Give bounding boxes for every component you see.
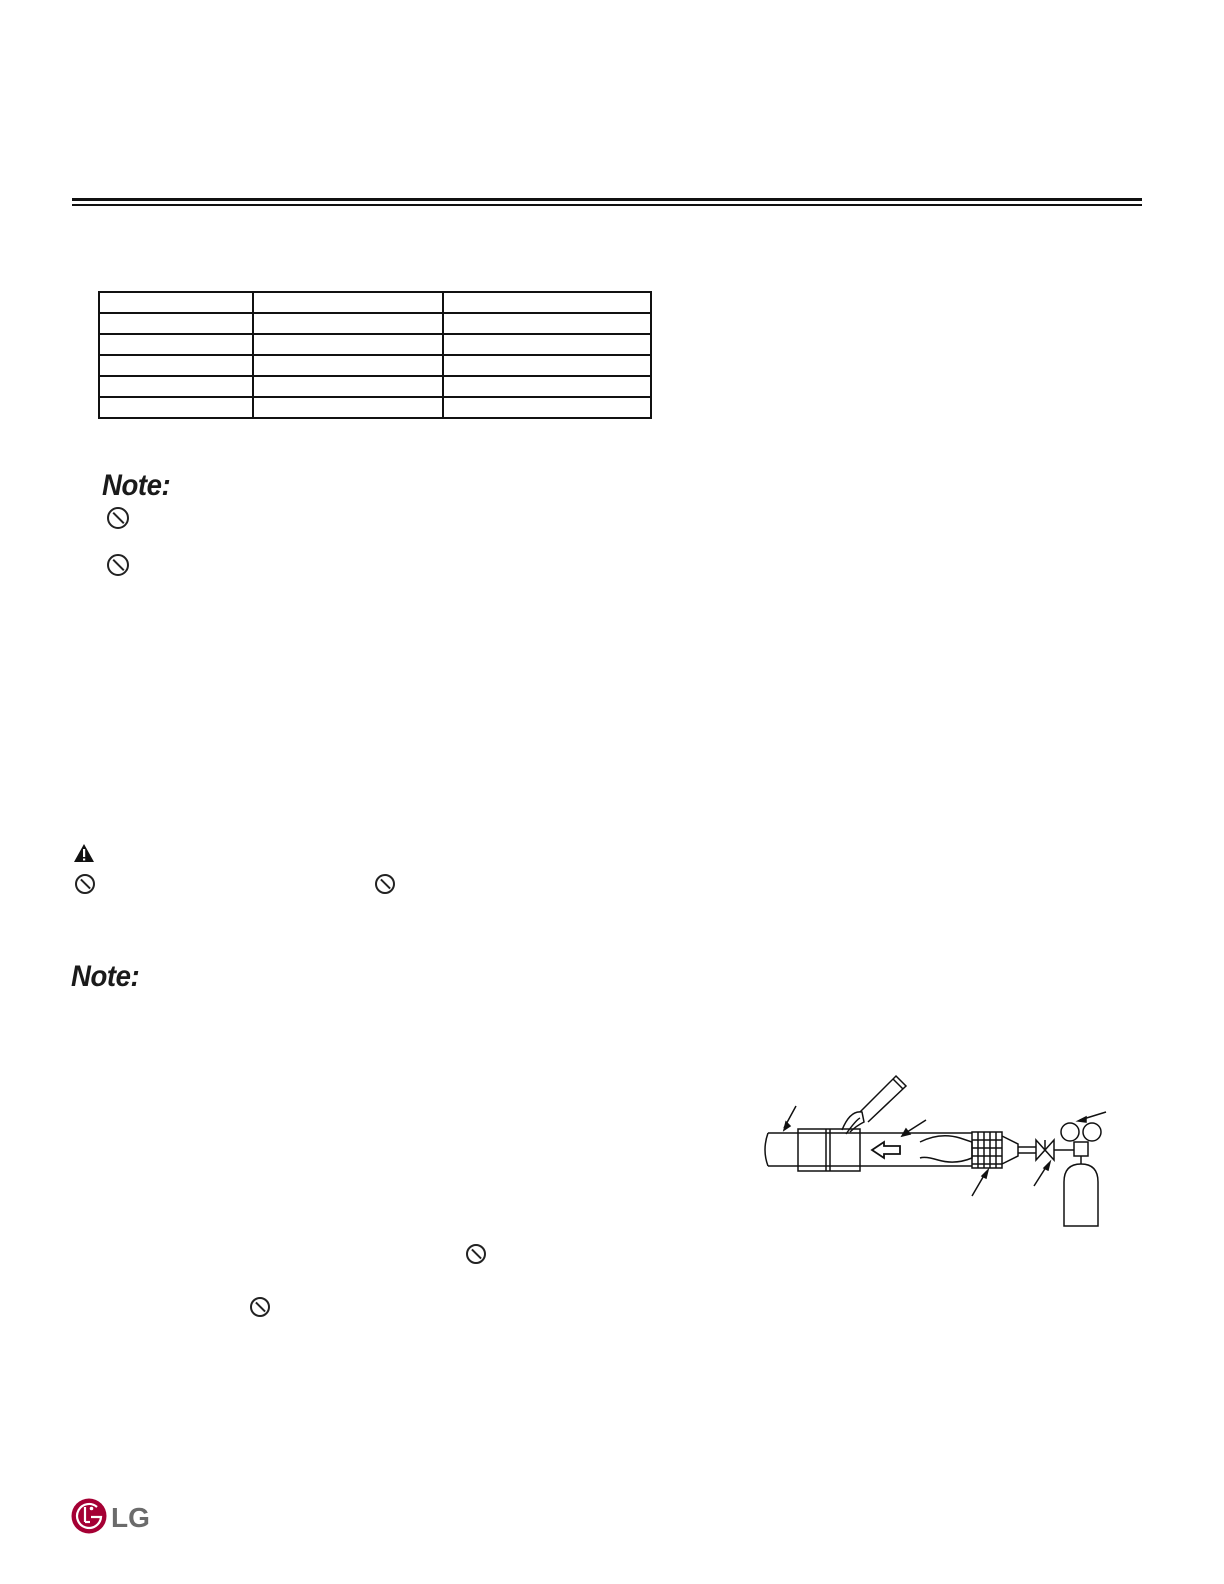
- logo-wordmark: LG: [111, 1502, 150, 1533]
- header-rule-top: [72, 198, 1142, 201]
- table-cell: [99, 355, 253, 376]
- table-cell: [253, 313, 443, 334]
- table-cell: [253, 355, 443, 376]
- note-heading: Note:: [102, 469, 171, 502]
- prohibited-icon: [107, 507, 129, 529]
- table-cell: [443, 292, 651, 313]
- table-cell: [99, 313, 253, 334]
- spec-table: [98, 291, 652, 419]
- table-cell: [99, 292, 253, 313]
- table-row: [99, 292, 651, 313]
- prohibited-icon: [466, 1244, 486, 1264]
- prohibited-icon: [250, 1297, 270, 1317]
- warning-triangle-icon: [73, 843, 95, 863]
- lg-logo: [71, 1497, 155, 1535]
- table-cell: [253, 292, 443, 313]
- note-heading: Note:: [71, 960, 140, 993]
- table-cell: [443, 355, 651, 376]
- table-cell: [253, 397, 443, 418]
- prohibited-icon: [375, 874, 395, 894]
- table-row: [99, 313, 651, 334]
- prohibited-icon: [75, 874, 95, 894]
- prohibited-icon: [107, 554, 129, 576]
- table-row: [99, 355, 651, 376]
- table-cell: [99, 334, 253, 355]
- table-cell: [443, 397, 651, 418]
- header-rule-bottom: [72, 204, 1142, 206]
- table-cell: [99, 397, 253, 418]
- brazing-diagram: [760, 1070, 1140, 1235]
- table-row: [99, 397, 651, 418]
- table-row: [99, 334, 651, 355]
- table-cell: [253, 334, 443, 355]
- table-cell: [443, 313, 651, 334]
- table-cell: [443, 334, 651, 355]
- table-row: [99, 376, 651, 397]
- table-cell: [253, 376, 443, 397]
- table-cell: [99, 376, 253, 397]
- table-cell: [443, 376, 651, 397]
